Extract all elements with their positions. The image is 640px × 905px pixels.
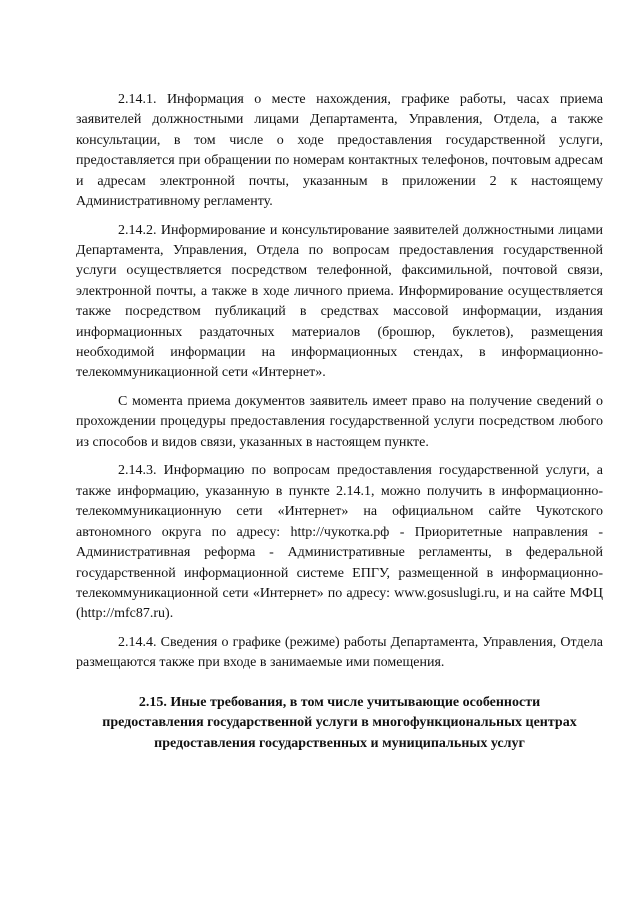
paragraph-2-14-4: 2.14.4. Сведения о графике (режиме) работы Департамента, Управления, Отдела размещаются также при входе в занимаемые ими помещения. <box>76 634 603 671</box>
document-body <box>76 90 603 682</box>
section-heading-line: предоставления государственных и муниципальных услуг <box>154 735 525 751</box>
paragraph-2-14-2: 2.14.2. Информирование и консультирование заявителей должностными лицами Департамента, Управления, Отдела по вопросам предоставления государственной услуги осуществляется посредством телефонной, факсимильной, почтовой связи, электронной почты, а также в ходе личного приема. Информирование осуществляется также посредством публикаций в средствах массовой информации, издания информационных раздаточных материалов (брошюр, буклетов), размещения необходимой информации на информационных стендах, в информационно-телекоммуникационной сети «Интернет». <box>76 222 603 381</box>
section-heading-line: 2.15. Иные требования, в том числе учитывающие особенности <box>138 695 541 710</box>
paragraph-2-14-1: 2.14.1. Информация о месте нахождения, графике работы, часах приема заявителей должностными лицами Департамента, Управления, Отдела, а также консультации, в том числе о ходе предоставления государственной услуги, предоставляется при обращении по номерам контактных телефонов, почтовым адресам и адресам электронной почты, указанным в приложении 2 к настоящему Административному регламенту. <box>76 92 603 210</box>
section-heading-line: предоставления государственной услуги в многофункциональных центрах <box>102 715 577 731</box>
paragraph-status-info: С момента приема документов заявитель имеет право на получение сведений о прохождении процедуры предоставления государственной услуги посредством любого из способов и видов связи, указанных в настоящем пункте. <box>76 394 603 450</box>
section-heading-2-15 <box>76 693 603 754</box>
paragraph-2-14-3: 2.14.3. Информацию по вопросам предоставления государственной услуги, а также информацию, указанную в пункте 2.14.1, можно получить в информационно-телекоммуникационную сети «Интернет» на официальном сайте Чукотского автономного округа по адресу: http://чукотка.рф - Приоритетные направления - Административная реформа - Административные регламенты, в федеральной государственной информационной системе ЕПГУ, размещенной в информационно-телекоммуникационной сети «Интернет» по адресу: www.gosuslugi.ru, и на сайте МФЦ (http://mfc87.ru). <box>76 463 603 622</box>
